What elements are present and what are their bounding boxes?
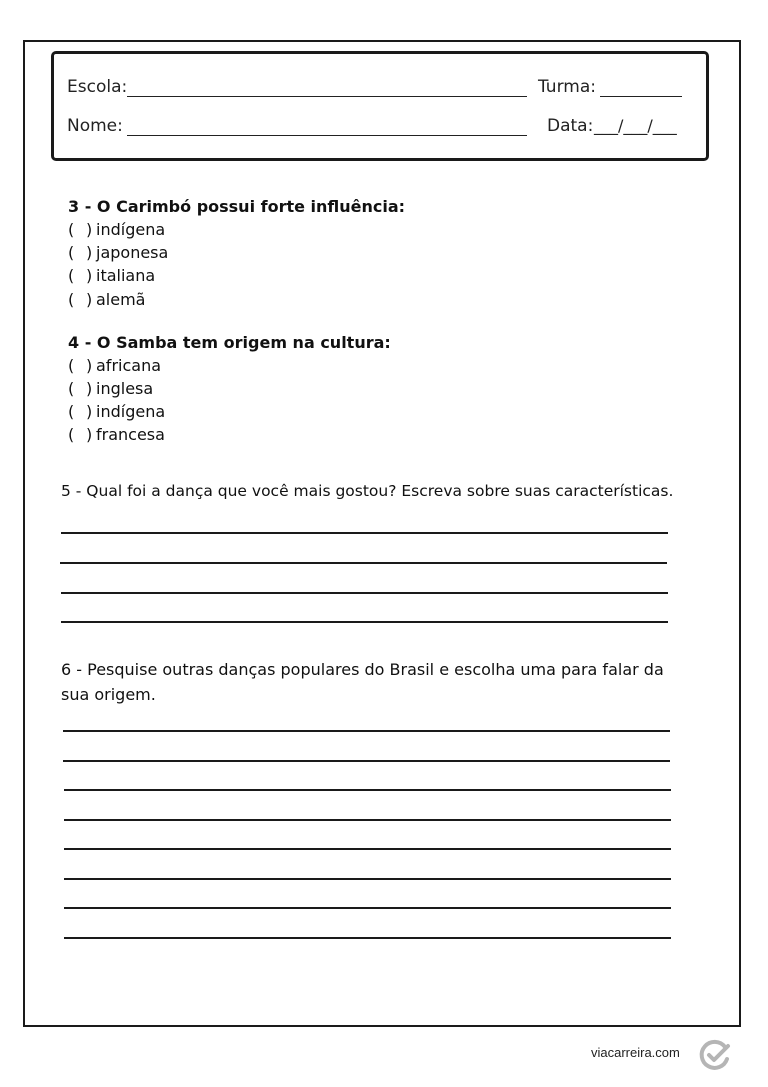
answer-line[interactable] [61, 621, 668, 623]
answer-line[interactable] [64, 848, 671, 850]
option-label: japonesa [96, 243, 169, 262]
answer-line[interactable] [64, 937, 671, 939]
option-label: indígena [96, 220, 166, 239]
option-label: africana [96, 356, 162, 375]
checkbox-marker[interactable]: ( [68, 243, 75, 262]
name-label: Nome: [67, 116, 123, 136]
class-label: Turma: [538, 77, 596, 97]
answer-line[interactable] [64, 907, 671, 909]
question-6-text-line-1: 6 - Pesquise outras danças populares do Brasil e escolha uma para falar da [61, 660, 664, 679]
question-4-option[interactable]: ( ) francesa [68, 425, 165, 444]
question-3-option[interactable]: ( ) japonesa [68, 243, 169, 262]
option-label: francesa [96, 425, 165, 444]
question-4-option[interactable]: ( ) indígena [68, 402, 166, 421]
checkbox-marker[interactable]: ( [68, 402, 75, 421]
option-label: alemã [96, 290, 146, 309]
option-label: indígena [96, 402, 166, 421]
school-label: Escola: [67, 77, 128, 97]
answer-line[interactable] [64, 819, 671, 821]
answer-line[interactable] [60, 562, 667, 564]
checkmark-logo-icon [698, 1038, 732, 1072]
question-3-option[interactable]: ( ) italiana [68, 266, 156, 285]
school-field[interactable] [127, 96, 527, 97]
question-4-title: 4 - O Samba tem origem na cultura: [68, 333, 391, 352]
answer-line[interactable] [61, 532, 668, 534]
name-field[interactable] [127, 135, 527, 136]
header-box [51, 51, 709, 161]
date-label: Data: [547, 116, 594, 136]
checkbox-marker[interactable]: ( [68, 266, 75, 285]
class-field[interactable] [600, 96, 682, 97]
question-4-option[interactable]: ( ) africana [68, 356, 162, 375]
checkbox-marker[interactable]: ( [68, 379, 75, 398]
answer-line[interactable] [63, 730, 670, 732]
question-3-option[interactable]: ( ) alemã [68, 290, 146, 309]
footer-site-link[interactable]: viacarreira.com [591, 1045, 680, 1060]
answer-line[interactable] [64, 878, 671, 880]
checkbox-marker[interactable]: ( [68, 290, 75, 309]
answer-line[interactable] [61, 592, 668, 594]
checkbox-marker[interactable]: ( [68, 425, 75, 444]
checkbox-marker[interactable]: ( [68, 356, 75, 375]
question-5-text: 5 - Qual foi a dança que você mais gostou? Escreva sobre suas características. [61, 482, 674, 500]
date-field[interactable]: ___/___/___ [594, 116, 677, 135]
answer-line[interactable] [63, 760, 670, 762]
question-4-option[interactable]: ( ) inglesa [68, 379, 154, 398]
question-3-option[interactable]: ( ) indígena [68, 220, 166, 239]
question-3-title: 3 - O Carimbó possui forte influência: [68, 197, 406, 216]
option-label: inglesa [96, 379, 154, 398]
option-label: italiana [96, 266, 156, 285]
question-6-text-line-2: sua origem. [61, 685, 156, 704]
answer-line[interactable] [64, 789, 671, 791]
checkbox-marker[interactable]: ( [68, 220, 75, 239]
